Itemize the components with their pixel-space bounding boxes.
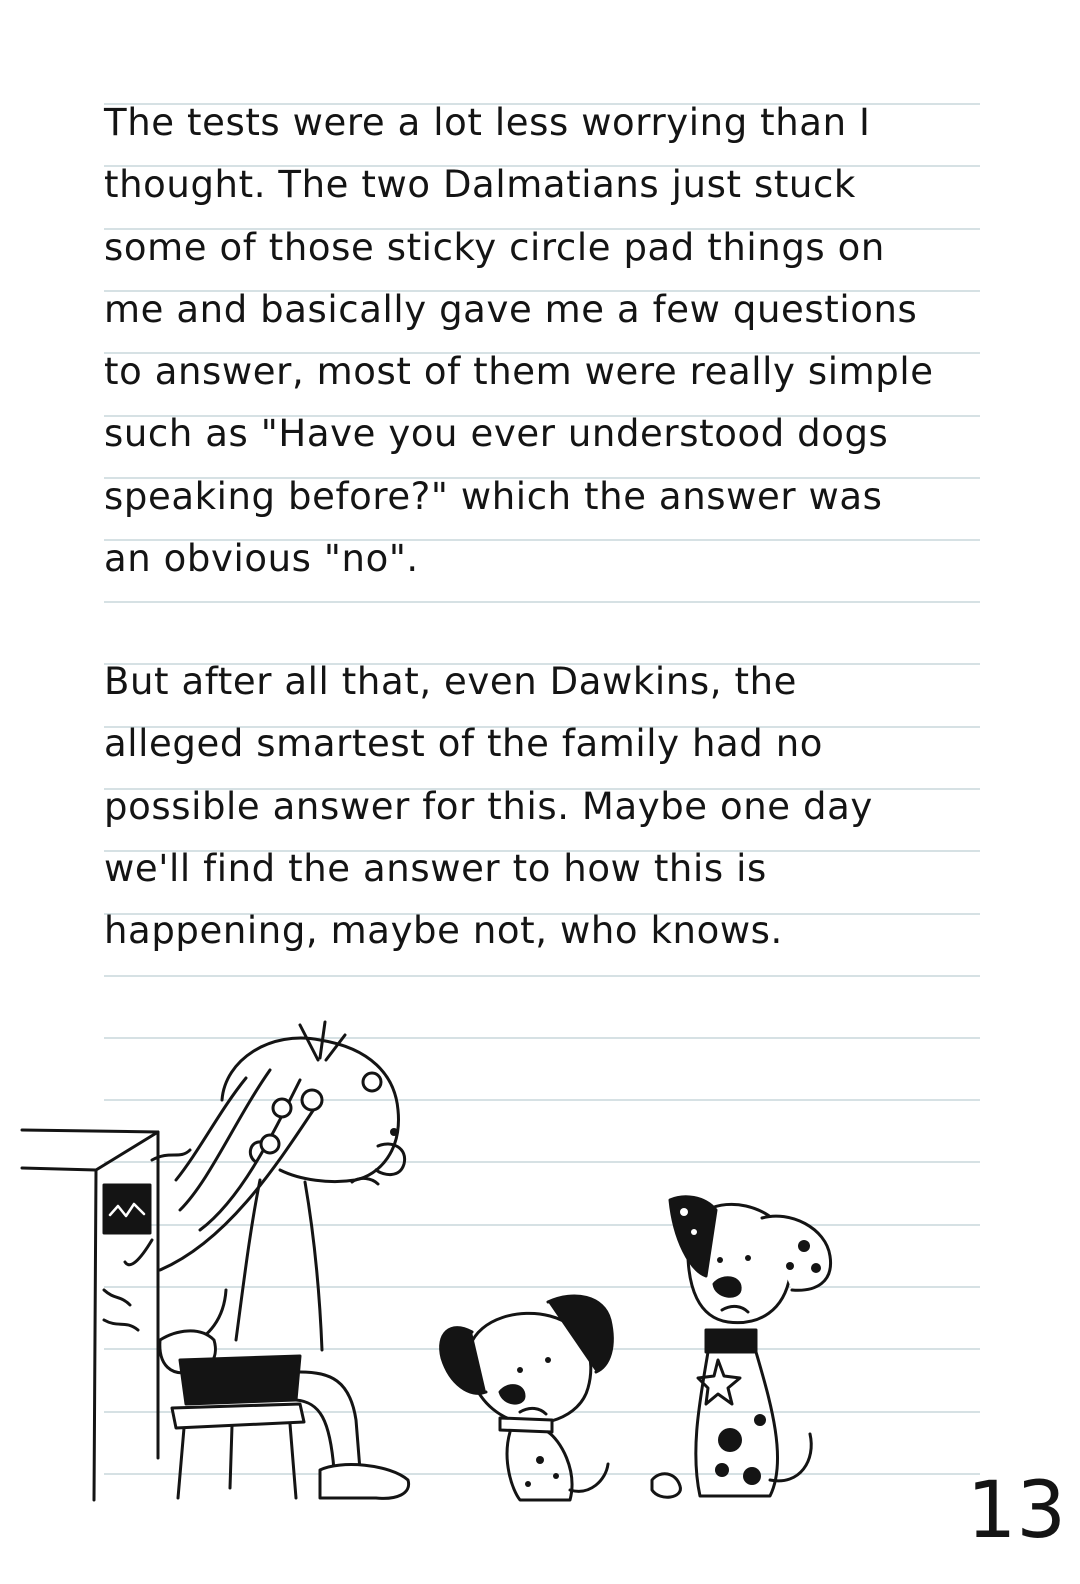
text-line: such as "Have you ever understood dogs [104,412,889,456]
text-line: we'll find the answer to how this is [104,846,767,890]
test-scene-illustration [0,1010,1080,1510]
text-line: possible answer for this. Maybe one day [104,784,873,828]
text-line: speaking before?" which the answer was [104,474,883,518]
text-line: happening, maybe not, who knows. [104,909,783,953]
small-dalmatian [441,1296,613,1500]
paragraph-dawkins [104,660,1014,974]
text-line: some of those sticky circle pad things on [104,225,885,269]
boy-character [160,1022,409,1498]
text-line: thought. The two Dalmatians just stuck [104,163,856,207]
testing-machine [22,1130,190,1500]
tall-dalmatian [652,1197,831,1497]
text-line: But after all that, even Dawkins, the [104,660,797,703]
paragraph-tests [104,101,1014,602]
page-number: 13 [966,1466,1066,1556]
text-line: an obvious "no". [104,537,419,581]
text-line: to answer, most of them were really simple [104,350,934,394]
text-line: me and basically gave me a few questions [104,287,918,331]
text-line: alleged smartest of the family had no [104,722,824,766]
text-line: The tests were a lot less worrying than I [104,101,871,144]
